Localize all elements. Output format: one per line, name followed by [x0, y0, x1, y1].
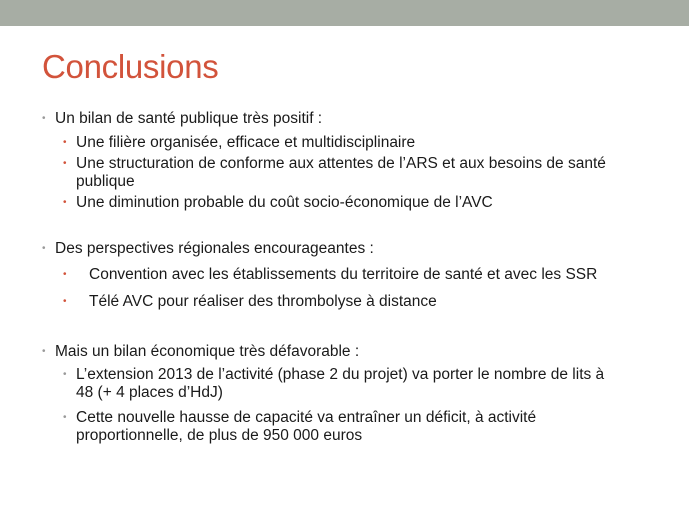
bullet-icon: • [63, 269, 67, 280]
bullet-icon: • [63, 137, 67, 148]
bullet-icon: • [63, 369, 67, 380]
list-item: Une diminution probable du coût socio-économique de l’AVC [76, 194, 493, 211]
list-item: Télé AVC pour réaliser des thrombolyse à distance [89, 293, 437, 310]
bullet-icon: • [63, 158, 67, 169]
bullet-icon: • [63, 412, 67, 423]
list-item: Cette nouvelle hausse de capacité va entraîner un déficit, à activité [76, 409, 537, 426]
top-decorative-band [0, 0, 689, 26]
list-item-continuation: publique [76, 173, 135, 190]
section-heading-2: Des perspectives régionales encourageantes : [55, 240, 374, 257]
bullet-icon: • [42, 346, 46, 357]
bullet-icon: • [42, 243, 46, 254]
slide-title: Conclusions [42, 48, 219, 85]
section-heading-3: Mais un bilan économique très défavorable : [55, 343, 360, 360]
bullet-icon: • [42, 113, 46, 124]
list-item: Une structuration de conforme aux attentes de l’ARS et aux besoins de santé [76, 155, 606, 172]
section-heading-1: Un bilan de santé publique très positif : [55, 110, 323, 127]
bullet-icon: • [63, 296, 67, 307]
list-item: L’extension 2013 de l’activité (phase 2 du projet) va porter le nombre de lits à [76, 366, 605, 383]
list-item-continuation: proportionnelle, de plus de 950 000 euros [76, 427, 363, 444]
bullet-icon: • [63, 197, 67, 208]
list-item: Convention avec les établissements du territoire de santé et avec les SSR [89, 266, 598, 283]
list-item: Une filière organisée, efficace et multidisciplinaire [76, 134, 416, 151]
list-item-continuation: 48 (+ 4 places d’HdJ) [76, 384, 223, 401]
